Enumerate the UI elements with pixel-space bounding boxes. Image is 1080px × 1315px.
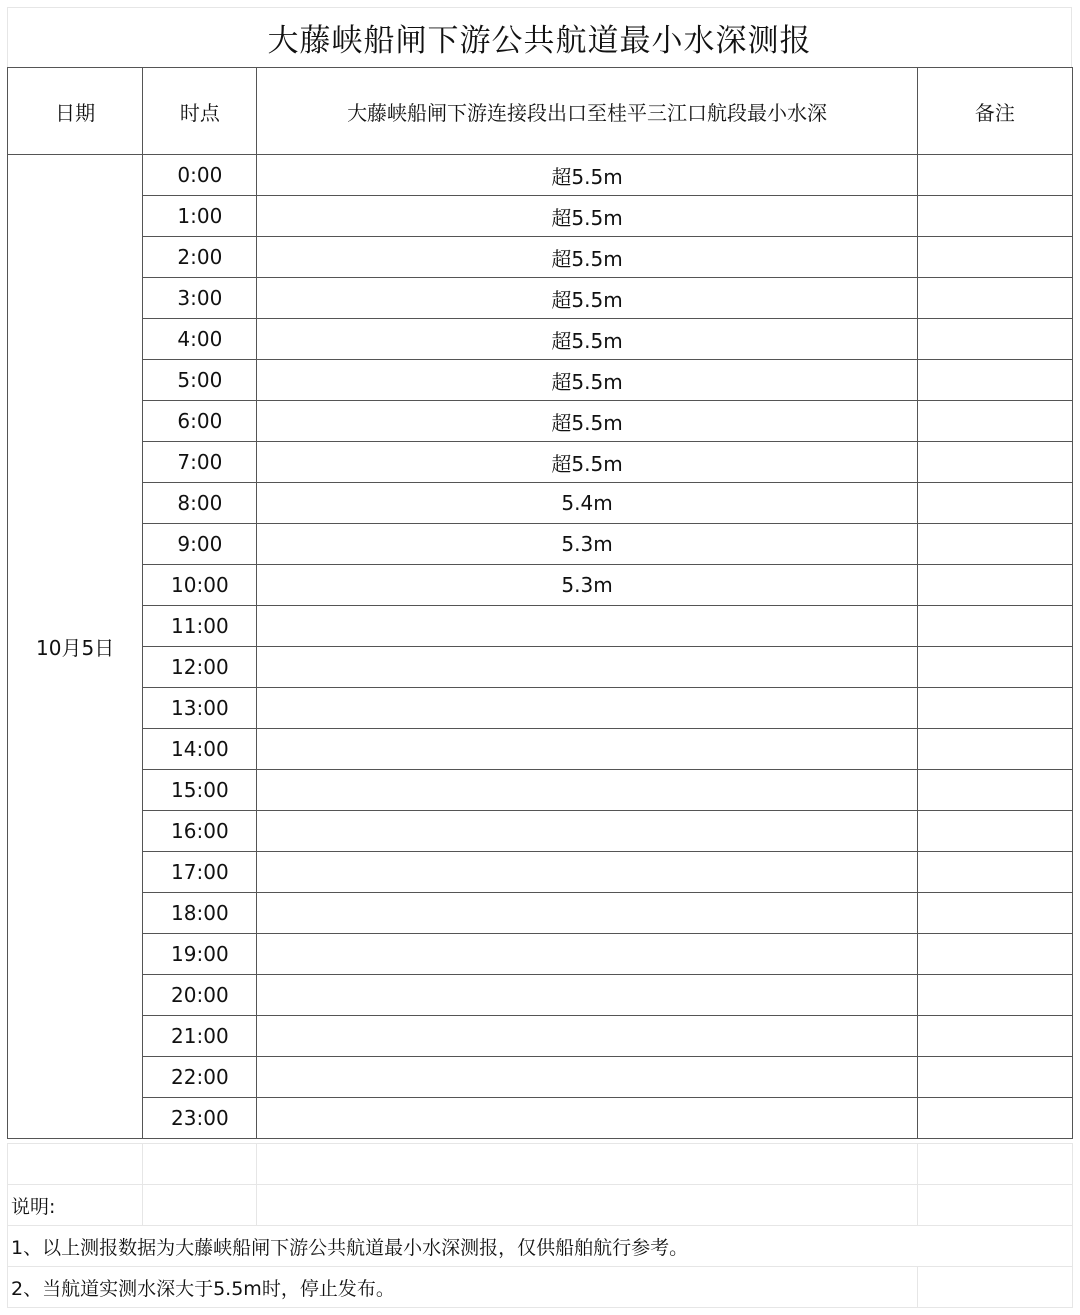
depth-cell [257,1098,917,1139]
table-row [8,893,1073,934]
depth-cell: 5.3m [257,524,917,565]
notes-line-1-row [8,1226,1073,1267]
header-note: 备注 [917,68,1072,155]
notes-spacer-row [8,1144,1073,1185]
table-row [8,442,1073,483]
table-row [8,1016,1073,1057]
time-cell: 13:00 [143,688,257,729]
note-cell [917,811,1072,852]
table-row [8,811,1073,852]
depth-cell [257,688,917,729]
notes-line-1: 1、以上测报数据为大藤峡船闸下游公共航道最小水深测报，仅供船舶航行参考。 [8,1226,1073,1267]
time-cell: 20:00 [143,975,257,1016]
notes-heading: 说明: [8,1185,143,1226]
note-cell [917,360,1072,401]
notes-line-2: 2、当航道实测水深大于5.5m时，停止发布。 [8,1267,918,1308]
depth-cell: 超5.5m [257,401,917,442]
note-cell [917,852,1072,893]
table-row [8,770,1073,811]
time-cell: 15:00 [143,770,257,811]
note-cell [917,647,1072,688]
date-cell: 10月5日 [8,155,143,1139]
table-row [8,1057,1073,1098]
depth-cell [257,975,917,1016]
report-title: 大藤峡船闸下游公共航道最小水深测报 [7,7,1072,67]
table-row [8,688,1073,729]
header-time: 时点 [143,68,257,155]
note-cell [917,155,1072,196]
note-cell [917,606,1072,647]
table-row [8,319,1073,360]
note-cell [917,1016,1072,1057]
depth-cell [257,934,917,975]
time-cell: 5:00 [143,360,257,401]
time-cell: 7:00 [143,442,257,483]
table-row [8,647,1073,688]
table-row [8,237,1073,278]
time-cell: 9:00 [143,524,257,565]
depth-cell: 5.4m [257,483,917,524]
depth-cell: 超5.5m [257,196,917,237]
depth-cell [257,1016,917,1057]
table-row [8,934,1073,975]
header-depth: 大藤峡船闸下游连接段出口至桂平三江口航段最小水深 [257,68,917,155]
time-cell: 6:00 [143,401,257,442]
time-cell: 12:00 [143,647,257,688]
time-cell: 19:00 [143,934,257,975]
time-cell: 0:00 [143,155,257,196]
note-cell [917,483,1072,524]
table-row [8,852,1073,893]
depth-cell: 超5.5m [257,278,917,319]
table-row [8,483,1073,524]
time-cell: 22:00 [143,1057,257,1098]
depth-cell [257,770,917,811]
note-cell [917,319,1072,360]
depth-cell [257,811,917,852]
time-cell: 8:00 [143,483,257,524]
time-cell: 21:00 [143,1016,257,1057]
time-cell: 2:00 [143,237,257,278]
table-row [8,524,1073,565]
water-depth-table [7,67,1073,1139]
depth-cell: 超5.5m [257,237,917,278]
table-header-row [8,68,1073,155]
time-cell: 11:00 [143,606,257,647]
table-row [8,196,1073,237]
time-cell: 17:00 [143,852,257,893]
table-row [8,360,1073,401]
note-cell [917,1098,1072,1139]
time-cell: 3:00 [143,278,257,319]
depth-cell [257,647,917,688]
time-cell: 23:00 [143,1098,257,1139]
notes-line-2-row [8,1267,1073,1308]
note-cell [917,401,1072,442]
note-cell [917,237,1072,278]
depth-cell: 5.3m [257,565,917,606]
time-cell: 4:00 [143,319,257,360]
table-row [8,1098,1073,1139]
note-cell [917,442,1072,483]
time-cell: 14:00 [143,729,257,770]
depth-cell [257,1057,917,1098]
depth-cell: 超5.5m [257,442,917,483]
depth-cell: 超5.5m [257,319,917,360]
note-cell [917,1057,1072,1098]
depth-cell [257,606,917,647]
time-cell: 18:00 [143,893,257,934]
table-row [8,606,1073,647]
table-row [8,975,1073,1016]
depth-cell [257,852,917,893]
table-row [8,155,1073,196]
note-cell [917,975,1072,1016]
table-row [8,278,1073,319]
time-cell: 10:00 [143,565,257,606]
notes-section [7,1143,1073,1308]
depth-cell [257,729,917,770]
note-cell [917,196,1072,237]
note-cell [917,565,1072,606]
time-cell: 1:00 [143,196,257,237]
header-date: 日期 [8,68,143,155]
notes-heading-row [8,1185,1073,1226]
note-cell [917,934,1072,975]
note-cell [917,278,1072,319]
table-row [8,565,1073,606]
time-cell: 16:00 [143,811,257,852]
table-row [8,401,1073,442]
depth-cell: 超5.5m [257,360,917,401]
note-cell [917,770,1072,811]
depth-cell: 超5.5m [257,155,917,196]
note-cell [917,688,1072,729]
table-body [8,155,1073,1139]
note-cell [917,524,1072,565]
note-cell [917,729,1072,770]
note-cell [917,893,1072,934]
table-row [8,729,1073,770]
depth-cell [257,893,917,934]
